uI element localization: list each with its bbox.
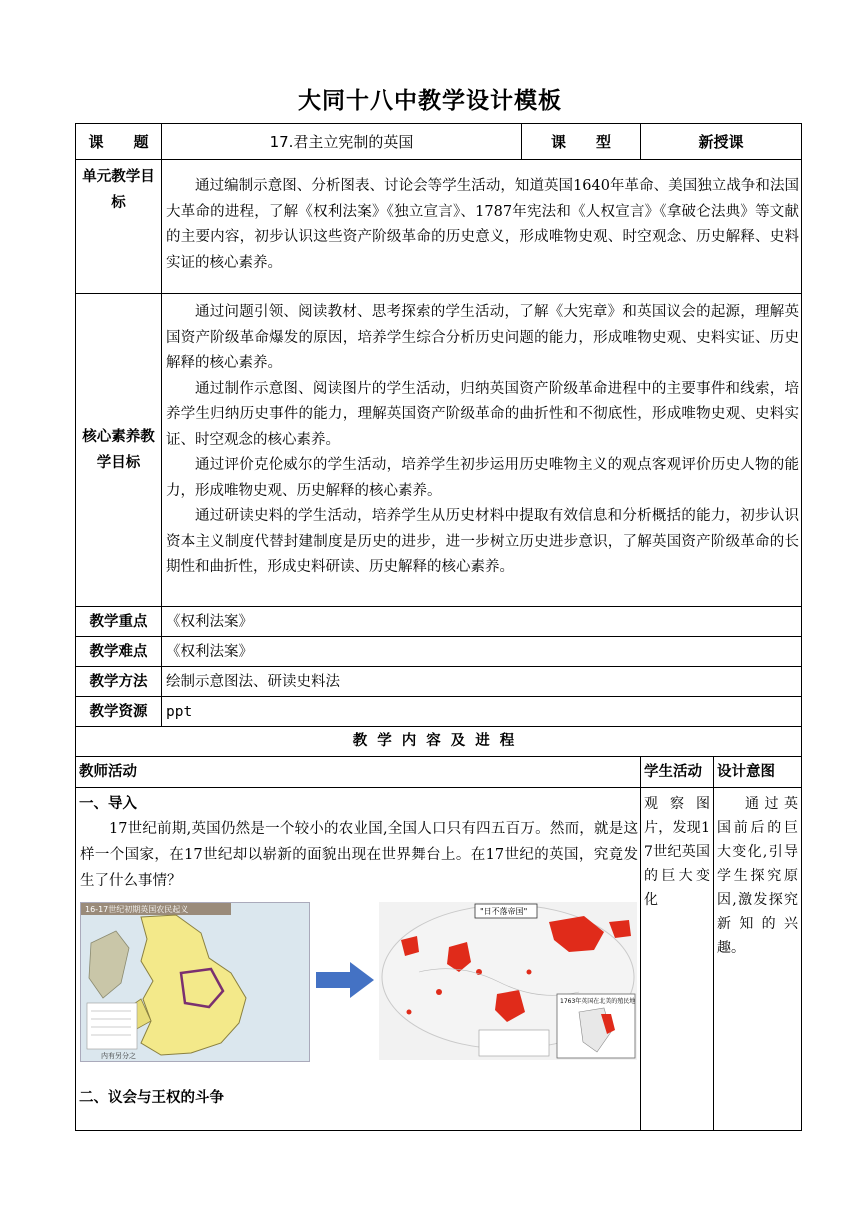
resource-label: 教学资源 bbox=[76, 697, 162, 727]
core-goal-row bbox=[76, 294, 802, 607]
process-title: 教学内容及进程 bbox=[76, 727, 802, 757]
map-left-foot: 内有另分之 bbox=[101, 1052, 136, 1060]
unit-goal-row bbox=[76, 160, 802, 294]
unit-goal-text: 通过编制示意图、分析图表、讨论会等学生活动，知道英国1640年革命、美国独立战争和法国大革命的进程，了解《权利法案》《独立宣言》、1787年宪法和《人权宣言》《拿破仑法典》等文献的主要内容，初步认识这些资产阶级革命的历史意义，形成唯物史观、时空观念、历史解释、史料实证的核心素养。 bbox=[166, 178, 800, 271]
topic-label: 课 题 bbox=[76, 124, 162, 160]
unit-goal-label: 单元教学目标 bbox=[76, 160, 162, 294]
core-goal-paragraph-4: 通过研读史料的学生活动，培养学生从历史材料中提取有效信息和分析概括的能力，初步认识资本主义制度代替封建制度是历史的进步，进一步树立历史进步意识，了解英国资产阶级革命的长期性和曲折性，形成史料研读、历史解释的核心素养。 bbox=[166, 508, 800, 575]
difficulty-value: 《权利法案》 bbox=[162, 637, 802, 667]
core-goal-paragraph-1: 通过问题引领、阅读教材、思考探索的学生活动，了解《大宪章》和英国议会的起源，理解英国资产阶级革命爆发的原因，培养学生综合分析历史问题的能力，形成唯物史观、史料实证、历史解释的核心素养。 bbox=[166, 304, 800, 371]
process-content-row bbox=[76, 788, 802, 1131]
difficulty-row bbox=[76, 637, 802, 667]
key-point-label: 教学重点 bbox=[76, 607, 162, 637]
core-goal-paragraph-3: 通过评价克伦威尔的学生活动，培养学生初步运用历史唯物主义的观点客观评价历史人物的能力，形成唯物史观、历史解释的核心素养。 bbox=[166, 457, 800, 499]
teacher-activity-header: 教师活动 bbox=[76, 757, 641, 788]
england-uprising-map bbox=[80, 902, 310, 1062]
right-arrow-icon bbox=[316, 962, 374, 998]
process-title-row bbox=[76, 727, 802, 757]
type-label: 课 型 bbox=[522, 124, 641, 160]
map-right-caption: "日不落帝国" bbox=[480, 907, 528, 916]
difficulty-label: 教学难点 bbox=[76, 637, 162, 667]
map-left-caption: 16-17世纪初期英国农民起义 bbox=[85, 905, 189, 914]
student-activity-header: 学生活动 bbox=[641, 757, 714, 788]
map-right-inset-caption: 1763年英国在北美的殖民地 bbox=[560, 998, 636, 1005]
section-intro-title: 一、导入 bbox=[79, 796, 137, 812]
resource-value: ppt bbox=[162, 697, 802, 727]
header-row bbox=[76, 124, 802, 160]
student-activity-text: 观察图片，发现17世纪英国的巨大变化 bbox=[641, 788, 714, 1131]
method-label: 教学方法 bbox=[76, 667, 162, 697]
intro-images bbox=[76, 902, 640, 1082]
core-goal-label: 核心素养教学目标 bbox=[76, 294, 162, 607]
key-point-value: 《权利法案》 bbox=[162, 607, 802, 637]
section-intro-text: 17世纪前期,英国仍然是一个较小的农业国,全国人口只有四五百万。然而，就是这样一个国家，在17世纪却以崭新的面貌出现在世界舞台上。在17世纪的英国，究竟发生了什么事情？ bbox=[80, 821, 638, 889]
type-value: 新授课 bbox=[641, 124, 802, 160]
resource-row bbox=[76, 697, 802, 727]
topic-value: 17.君主立宪制的英国 bbox=[162, 124, 522, 160]
design-intent-header: 设计意图 bbox=[714, 757, 802, 788]
core-goal-paragraph-2: 通过制作示意图、阅读图片的学生活动，归纳英国资产阶级革命进程中的主要事件和线索，培养学生归纳历史事件的能力，理解英国资产阶级革命的曲折性和不彻底性，形成唯物史观、史料实证、时空观念的核心素养。 bbox=[166, 380, 800, 448]
method-row bbox=[76, 667, 802, 697]
method-value: 绘制示意图法、研读史料法 bbox=[162, 667, 802, 697]
document-title: 大同十八中教学设计模板 bbox=[298, 88, 562, 114]
lesson-plan-table bbox=[75, 123, 802, 1131]
process-header-row bbox=[76, 757, 802, 788]
section-parliament-title: 二、议会与王权的斗争 bbox=[79, 1090, 224, 1106]
british-empire-map bbox=[379, 902, 637, 1060]
key-point-row bbox=[76, 607, 802, 637]
design-intent-text: 通过英国前后的巨大变化,引导学生探究原因,激发探究新知的兴趣。 bbox=[714, 788, 802, 1131]
